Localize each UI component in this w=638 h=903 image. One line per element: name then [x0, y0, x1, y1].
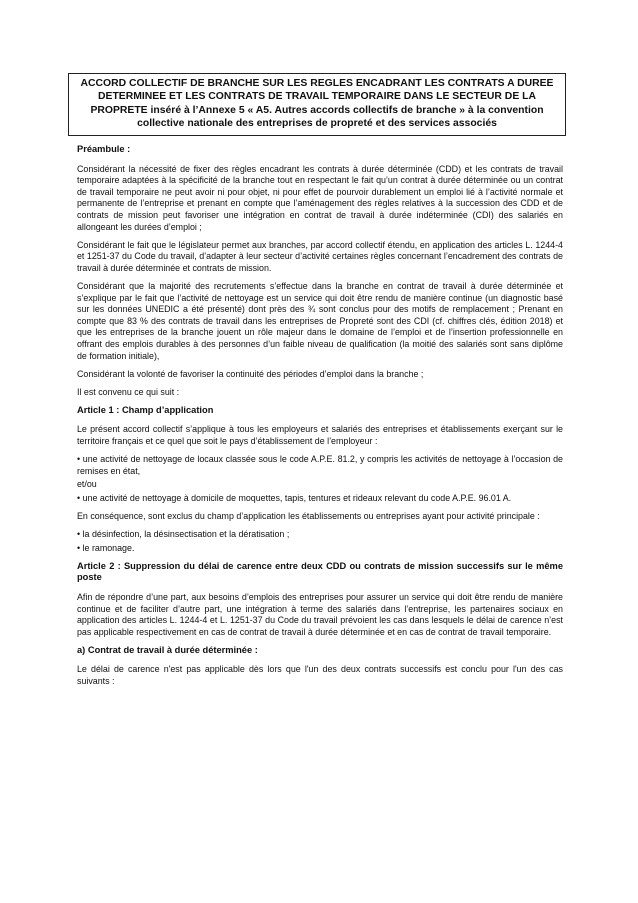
preambule-paragraph-1: Considérant la nécessité de fixer des règles encadrant les contrats à durée déterminée (CDD) et les contrats de travail temporaire adaptées à la spécificité de la branche tout en respectant le fait qu’un contrat à durée déterminée ou un contrat de travail temporaire ne peut avoir ni pour objet, ni pour effet de pourvoir durablement un emploi lié à l’activité normale et permanente de l’entreprise et prenant en compte que l’aménagement des règles relatives à la succession des CDD et de contrats de mission peut favoriser une intégration en contrat de travail à durée indéterminée (CDI) des salariés en allongeant les durées d’emploi ;: [77, 163, 563, 232]
article-2-paragraph-1: Afin de répondre d’une part, aux besoins d’emplois des entreprises pour assurer un service qui doit être rendu de manière continue et de faciliter d’autre part, une intégration à terme des salariés dans l’entreprise, les partenaires sociaux en application des articles L. 1244-4 et L. 1251-37 du Code du travail prévoient les cas dans lesquels le délai de carence n’est pas applicable respectivement en cas de contrat de travail à durée déterminée et en cas de contrat de travail temporaire.: [77, 591, 563, 637]
document-title: ACCORD COLLECTIF DE BRANCHE SUR LES REGLES ENCADRANT LES CONTRATS A DUREE DETERMINEE ET LES CONTRATS DE TRAVAIL TEMPORAIRE DANS LE SECTEUR DE LA PROPRETE inséré à l’Annexe 5 « A5. Autres accords collectifs de branche » à la convention collective nationale des entreprises de propreté et des services associés: [80, 78, 554, 130]
preambule-heading: Préambule :: [77, 144, 131, 154]
document-body: [77, 144, 563, 694]
article-2-heading: Article 2 : Suppression du délai de carence entre deux CDD ou contrats de mission successifs sur le même poste: [77, 560, 563, 583]
article-1-or: et/ou: [77, 479, 97, 490]
article-2-paragraph-2: Le délai de carence n'est pas applicable dès lors que l'un des deux contrats successifs est conclu pour l'un des cas suivants :: [77, 664, 563, 686]
article-1-bullet-2: • une activité de nettoyage à domicile de moquettes, tapis, tentures et rideaux relevant du code A.P.E. 96.01 A.: [77, 492, 512, 503]
article-1-paragraph-2: En conséquence, sont exclus du champ d’application les établissements ou entreprises ayant pour activité principale :: [77, 510, 540, 521]
preambule-paragraph-4: Considérant la volonté de favoriser la continuité des périodes d’emploi dans la branche ;: [77, 368, 424, 379]
preambule-paragraph-3: Considérant que la majorité des recrutements s’effectue dans la branche en contrat de travail à durée déterminée et s’explique par le fait que l’activité de nettoyage est un service qui doit être rendu de manière continue (un diagnostic basé sur les données UNEDIC a été présenté) dont près des ¾ sont conclus pour des motifs de remplacement ; Prenant en compte que 83 % des contrats de travail dans les entreprises de Propreté sont des CDI (cf. chiffres clés, édition 2018) et que les entreprises de la branche jouent un rôle majeur dans le domaine de l’emploi et de l’insertion professionnelle en offrant des emplois durables à des personnes d’un faible niveau de qualification (la moitié des salariés sont sans diplôme de formation initiale),: [77, 280, 563, 361]
article-1-paragraph-1: Le présent accord collectif s’applique à tous les employeurs et salariés des entreprises et établissements exerçant sur le territoire français et ce quel que soit le pays d’établissement de l’employeur :: [77, 424, 563, 446]
preambule-paragraph-2: Considérant le fait que le législateur permet aux branches, par accord collectif étendu, en application des articles L. 1244-4 et 1251-37 du Code du travail, d’adapter à leur secteur d’activité certaines règles concernant l’encadrement des contrats de travail à durée déterminée et contrats de mission.: [77, 239, 563, 273]
title-box: [68, 73, 566, 136]
article-2-subheading: a) Contrat de travail à durée déterminée :: [77, 644, 258, 655]
article-1-bullet-1: • une activité de nettoyage de locaux classée sous le code A.P.E. 81.2, y compris les activités de nettoyage à l’occasion de remises en état,: [77, 454, 563, 476]
preambule-paragraph-5: Il est convenu ce qui suit :: [77, 386, 180, 397]
article-1-bullet-4: • le ramonage.: [77, 542, 135, 553]
article-1-bullet-3: • la désinfection, la désinsectisation et la dératisation ;: [77, 529, 290, 540]
article-1-heading: Article 1 : Champ d’application: [77, 404, 214, 415]
